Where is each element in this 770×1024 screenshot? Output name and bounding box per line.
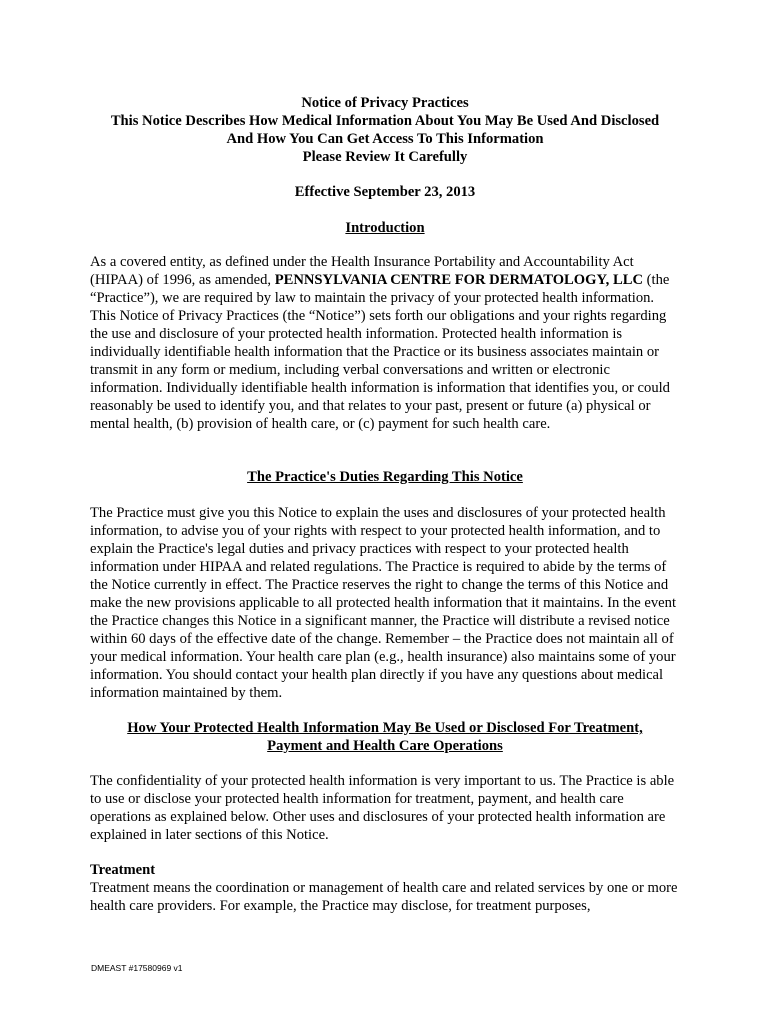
introduction-text-start: As a covered entity, as defined under the Health Insurance Portability and Accountability Act (HIPAA) of 1996, as amended, <box>90 254 634 288</box>
treatment-paragraph: Treatment means the coordination or management of health care and related services by one or more health care providers. For example, the Practice may disclose, for treatment purposes, <box>90 880 678 914</box>
notice-subtitle-line-3: Please Review It Carefully <box>302 149 468 165</box>
introduction-heading: Introduction <box>345 220 425 236</box>
effective-date: Effective September 23, 2013 <box>294 184 476 200</box>
uses-heading-line-2: Payment and Health Care Operations <box>267 738 503 754</box>
notice-title: Notice of Privacy Practices <box>301 95 469 111</box>
document-id-footer: DMEAST #17580969 v1 <box>91 963 183 973</box>
uses-heading-line-1: How Your Protected Health Information May Be Used or Disclosed For Treatment, <box>127 720 643 736</box>
notice-subtitle-line-2: And How You Can Get Access To This Information <box>226 131 544 147</box>
uses-paragraph: The confidentiality of your protected health information is very important to us. The Practice is able to use or disclose your protected health information for treatment, payment, and health care operations as explained below. Other uses and disclosures of your protected health information are explained in later sections of this Notice. <box>90 773 675 843</box>
treatment-heading: Treatment <box>90 862 156 878</box>
duties-heading: The Practice's Duties Regarding This Notice <box>247 469 523 485</box>
uses-heading <box>90 719 680 755</box>
introduction-paragraph <box>90 253 680 433</box>
introduction-text-rest: (the “Practice”), we are required by law to maintain the privacy of your protected health information. This Notice of Privacy Practices (the “Notice”) sets forth our obligations and your rights regarding the use and disclosure of your protected health information. Protected health information is individually identifiable health information that the Practice or its business associates maintain or transmit in any form or medium, including verbal conversations and written or electronic information. Individually identifiable health information is information that identifies you, or could reasonably be used to identify you, and that relates to your past, present or future (a) physical or mental health, (b) provision of health care, or (c) payment for such health care. <box>90 272 670 432</box>
duties-paragraph: The Practice must give you this Notice to explain the uses and disclosures of your protected health information, to advise you of your rights with respect to your protected health information, and to explain the Practice's legal duties and privacy practices with respect to your protected health information under HIPAA and related regulations. The Practice is required to abide by the terms of the Notice currently in effect. The Practice reserves the right to change the terms of this Notice and make the new provisions applicable to all protected health information that it maintains. In the event the Practice changes this Notice in a significant manner, the Practice will distribute a revised notice within 60 days of the effective date of the change. Remember – the Practice does not maintain all of your medical information. Your health care plan (e.g., health insurance) also maintains some of your information. You should contact your health plan directly if you have any questions about medical information maintained by them. <box>90 505 677 701</box>
document-header <box>90 94 680 166</box>
notice-subtitle-line-1: This Notice Describes How Medical Information About You May Be Used And Disclosed <box>110 113 660 129</box>
practice-name: PENNSYLVANIA CENTRE FOR DERMATOLOGY, LLC <box>274 272 643 288</box>
